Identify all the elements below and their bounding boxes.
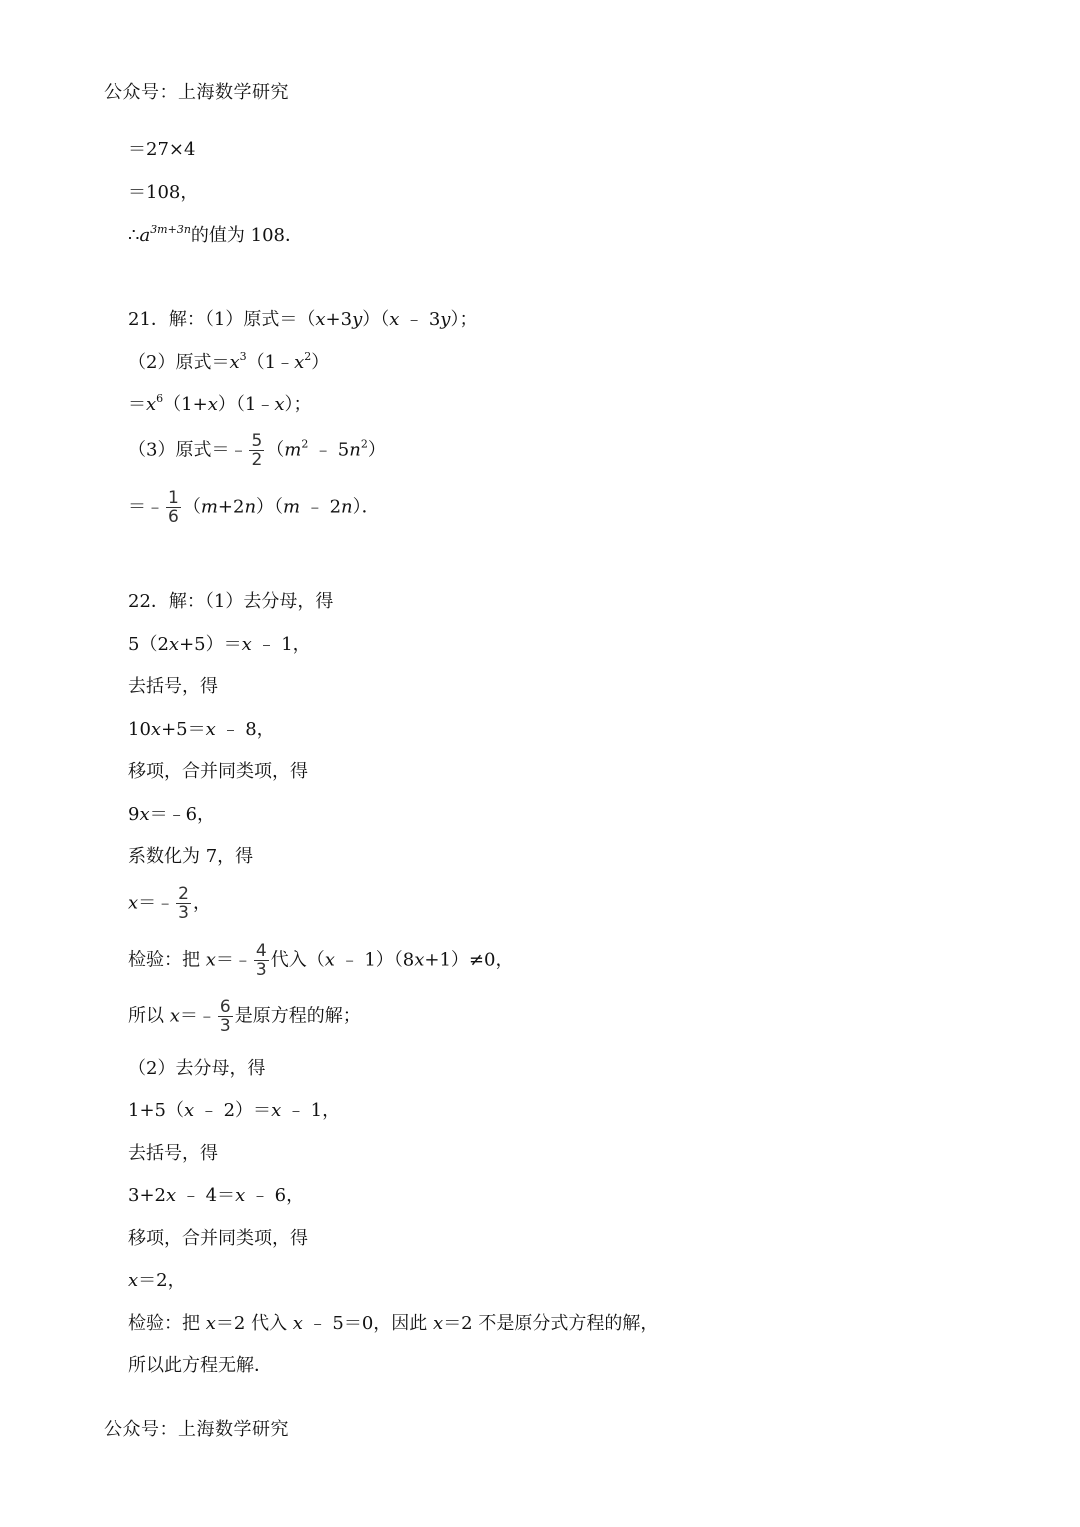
fraction: $\frac{2}{3}$ (178, 884, 189, 923)
q22-line-15: 移项，合并同类项，得 (128, 1228, 308, 1249)
q21-line-4: （3）原式＝﹣ $\frac{5}{2}$ （$m^2$ ﹣ $5n^2$） (128, 431, 386, 470)
q22-line-18: 所以此方程无解． (128, 1355, 272, 1376)
q22-line-3: 去括号，得 (128, 676, 218, 697)
q22-line-1: 22．解：（1）去分母，得 (128, 591, 334, 612)
page-footer: 公众号：上海数学研究 (104, 1419, 289, 1440)
fraction: $\frac{5}{2}$ (251, 431, 263, 470)
q21-line-1: 21．解：（1）原式＝（x+3y）（x ﹣ 3y）； (128, 309, 478, 330)
page-header: 公众号：上海数学研究 (104, 82, 289, 103)
q22-line-9: 检验：把 x＝﹣ $\frac{4}{3}$ 代入（x ﹣ 1）（8x+1）≠0， (128, 941, 514, 980)
q22-line-4: 10x+5＝x ﹣ 8， (128, 719, 275, 740)
q22-line-8: x＝﹣ $\frac{2}{3}$ ， (128, 884, 211, 923)
q21-line-5: ＝﹣ $\frac{1}{6}$ （m+2n）（m ﹣ 2n）． (128, 488, 380, 527)
q20-line-1: ＝27×4 (128, 139, 196, 160)
q22-line-10: 所以 x＝﹣ $\frac{6}{3}$ 是原方程的解； (128, 997, 361, 1036)
q22-line-11: （2）去分母，得 (128, 1058, 266, 1079)
q20-line-2: ＝108， (128, 182, 199, 203)
q22-line-2: 5（2x+5）＝x ﹣ 1， (128, 634, 311, 655)
q20-line-3: $\therefore a^{3m+3n}$的值为 108． (128, 223, 303, 246)
q21-line-2: （2）原式$=x^3(1﹣x^2)$ (128, 350, 330, 373)
q21-line-3: $=x^6(1+x)(1﹣x)$； (128, 392, 312, 415)
fraction: $\frac{4}{3}$ (255, 941, 267, 980)
q22-line-5: 移项，合并同类项，得 (128, 761, 308, 782)
q22-line-14: 3+2x ﹣ 4＝x ﹣ 6， (128, 1185, 305, 1206)
q22-line-6: 9x＝﹣6， (128, 804, 216, 825)
q22-line-16: x＝2， (128, 1270, 186, 1291)
q22-line-13: 去括号，得 (128, 1143, 218, 1164)
fraction: $\frac{6}{3}$ (219, 997, 231, 1036)
fraction: $\frac{1}{6}$ (168, 488, 179, 527)
q22-line-7: 系数化为 7，得 (128, 846, 254, 867)
q22-line-12: 1+5（x ﹣ 2）＝x ﹣ 1， (128, 1100, 341, 1121)
q22-line-17: 检验：把 x＝2 代入 x ﹣ 5＝0，因此 x＝2 不是原分式方程的解， (128, 1313, 659, 1334)
